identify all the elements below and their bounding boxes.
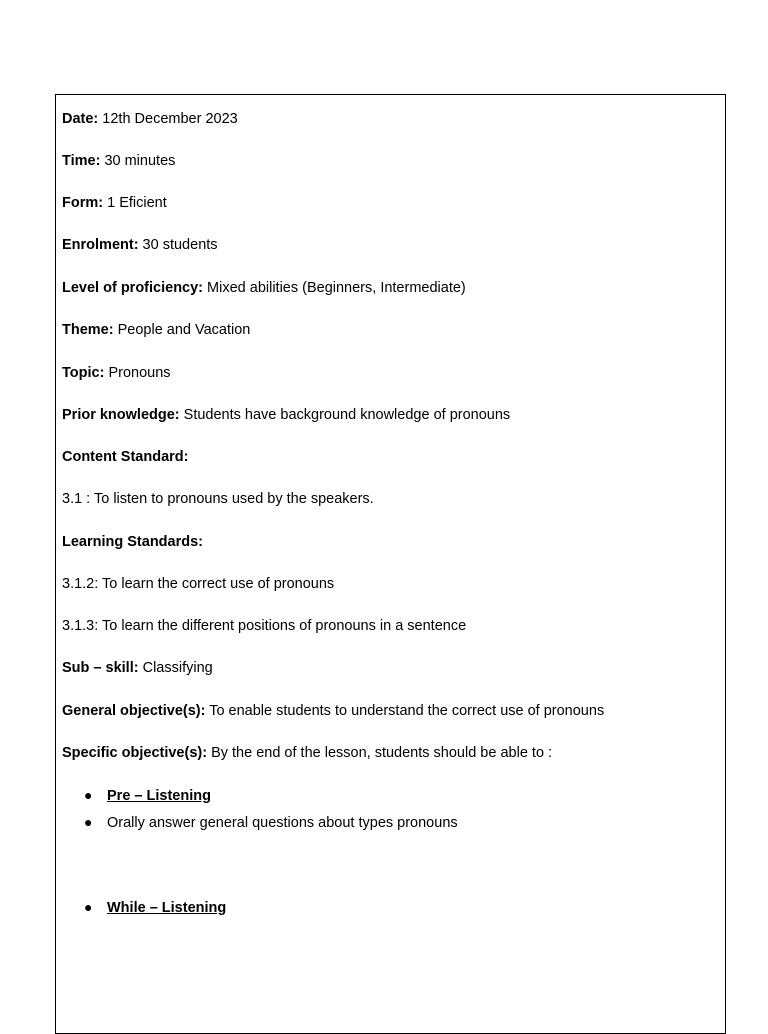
topic-value: Pronouns: [104, 365, 171, 381]
learning-standards-label: Learning Standards:: [62, 534, 203, 550]
list-item: [84, 813, 458, 832]
enrolment-field: [62, 236, 218, 254]
learning-standards-heading: [62, 533, 203, 551]
sub-skill-field: [62, 659, 213, 677]
content-standard-heading: [62, 448, 188, 466]
date-label: Date:: [62, 111, 99, 127]
form-value: 1 Eficient: [103, 195, 167, 211]
topic-field: [62, 364, 171, 382]
lesson-plan-frame: [55, 94, 726, 1034]
prior-knowledge-label: Prior knowledge:: [62, 407, 180, 423]
theme-label: Theme:: [62, 322, 114, 338]
specific-objective-label: Specific objective(s):: [62, 745, 208, 761]
date-value: 12th December 2023: [98, 111, 238, 127]
time-value: 30 minutes: [100, 153, 176, 169]
sub-skill-value: Classifying: [138, 660, 213, 676]
topic-label: Topic:: [62, 365, 105, 381]
theme-value: People and Vacation: [113, 322, 251, 338]
theme-field: [62, 321, 250, 339]
prior-knowledge-field: [62, 406, 510, 424]
enrolment-label: Enrolment:: [62, 237, 139, 253]
time-label: Time:: [62, 153, 101, 169]
date-field: [62, 110, 238, 128]
learning-standard-text-1: 3.1.2: To learn the correct use of pronouns: [62, 576, 335, 592]
content-standard-label: Content Standard:: [62, 449, 189, 465]
proficiency-value: Mixed abilities (Beginners, Intermediate): [203, 280, 466, 296]
while-listening-heading: While – Listening: [107, 900, 227, 916]
specific-objective-field: [62, 744, 552, 762]
list-item: [84, 786, 211, 805]
general-objective-label: General objective(s):: [62, 703, 206, 719]
bullet-icon: ●: [84, 787, 93, 803]
learning-standard-item: [62, 617, 466, 635]
content-standard-text: 3.1 : To listen to pronouns used by the speakers.: [62, 491, 374, 507]
general-objective-field: [62, 702, 604, 720]
sub-skill-label: Sub – skill:: [62, 660, 139, 676]
specific-objective-value: By the end of the lesson, students should be able to :: [207, 745, 553, 761]
general-objective-value: To enable students to understand the correct use of pronouns: [205, 703, 605, 719]
list-item: [84, 898, 226, 917]
bullet-icon: ●: [84, 814, 93, 830]
learning-standard-item: [62, 575, 334, 593]
prior-knowledge-value: Students have background knowledge of pronouns: [179, 407, 511, 423]
proficiency-label: Level of proficiency:: [62, 280, 204, 296]
pre-listening-heading: Pre – Listening: [107, 788, 211, 804]
form-label: Form:: [62, 195, 104, 211]
time-field: [62, 152, 175, 170]
content-standard-item: [62, 490, 374, 508]
enrolment-value: 30 students: [138, 237, 218, 253]
proficiency-field: [62, 279, 466, 297]
pre-listening-activity: Orally answer general questions about types pronouns: [107, 815, 458, 831]
learning-standard-text-2: 3.1.3: To learn the different positions of pronouns in a sentence: [62, 618, 467, 634]
bullet-icon: ●: [84, 899, 93, 915]
form-field: [62, 194, 167, 212]
